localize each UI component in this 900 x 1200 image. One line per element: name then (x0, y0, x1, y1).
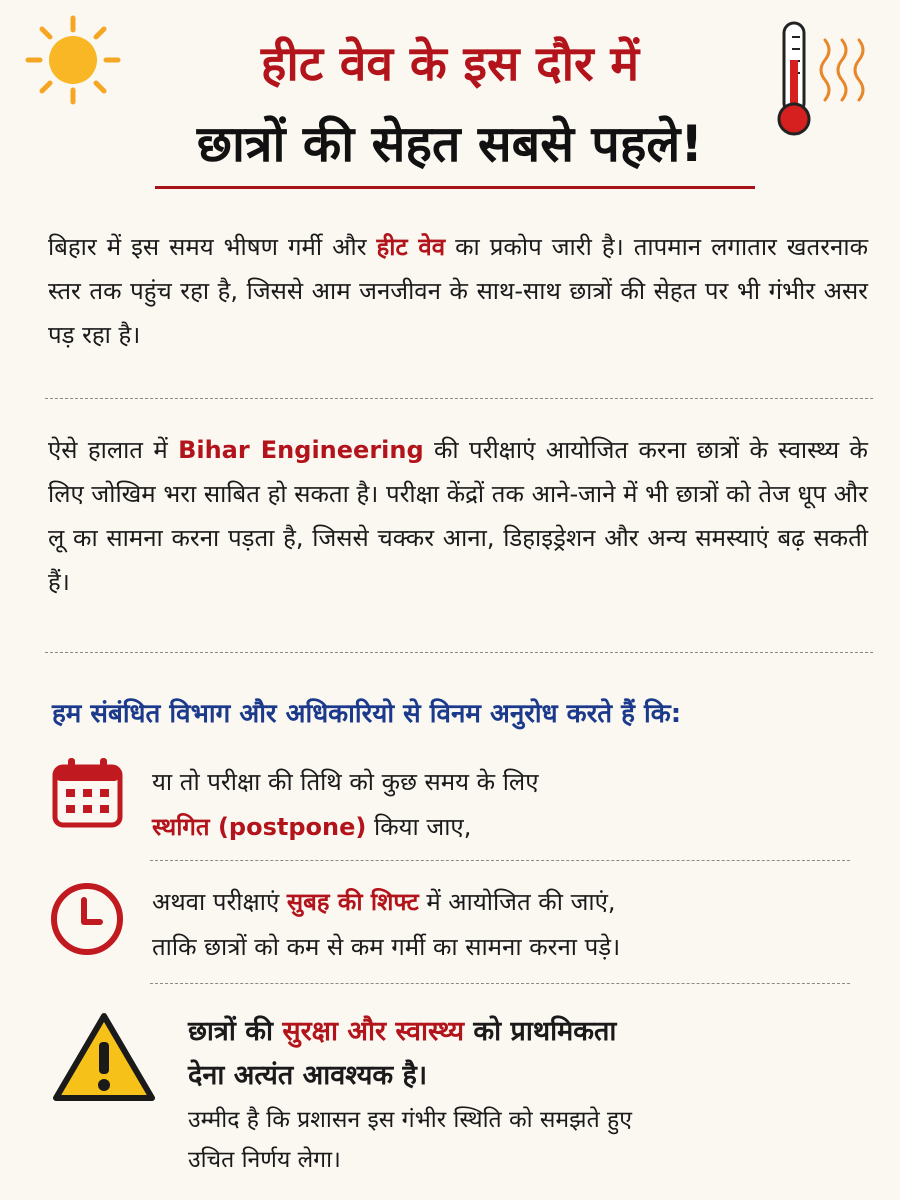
title-line-1: हीट वेव के इस दौर में (260, 36, 640, 92)
item1-highlight: स्थगित (postpone) (152, 813, 367, 841)
divider (150, 860, 850, 861)
paragraph-heatwave (48, 225, 868, 357)
item2-pre: अथवा परीक्षाएं (152, 888, 287, 916)
final-note2: उचित निर्णय लेगा। (188, 1147, 341, 1173)
para1-highlight: हीट वेव (376, 233, 446, 261)
sun-icon (8, 10, 138, 110)
title-line-2: छात्रों की सेहत सबसे पहले! (196, 115, 704, 173)
thermometer-icon (770, 15, 880, 145)
request-item-postpone (152, 760, 872, 850)
divider (45, 652, 873, 653)
item1-line1: या तो परीक्षा की तिथि को कुछ समय के लिए (152, 768, 539, 796)
para1-text-pre: बिहार में इस समय भीषण गर्मी और (48, 233, 377, 261)
final-pre: छात्रों की (188, 1016, 283, 1047)
para2-text-pre: ऐसे हालात में (48, 436, 179, 464)
request-item-morning-shift (152, 880, 872, 970)
item2-highlight: सुबह की शिफ्ट (286, 888, 419, 916)
calendar-icon (50, 755, 125, 830)
item2-line2: ताकि छात्रों को कम से कम गर्मी का सामना करना पड़े। (152, 933, 621, 961)
warning-icon (52, 1010, 157, 1105)
final-message (188, 1010, 868, 1180)
final-line2: देना अत्यंत आवश्यक है। (188, 1060, 428, 1091)
item2-post: में आयोजित की जाएं, (418, 888, 616, 916)
divider (150, 983, 850, 984)
final-note1: उम्मीद है कि प्रशासन इस गंभीर स्थिति को समझते हुए (188, 1107, 632, 1133)
item1-post: किया जाए, (366, 813, 472, 841)
para2-text-post: की परीक्षाएं आयोजित करना छात्रों के स्वास्थ्य के लिए जोखिम भरा साबित हो सकता है। परीक्षा केंद्रों तक आने-जाने में भी छात्रों को तेज धूप और लू का सामना करना पड़ता है, जिससे चक्कर आना, डिहाइड्रेशन और अन्य समस्याएं बढ़ सकती हैं। (48, 436, 868, 596)
request-heading: हम संबंधित विभाग और अधिकारियो से विनम अनुरोध करते हैं कि: (52, 699, 682, 729)
item2-line1 (152, 880, 872, 925)
clock-icon (48, 880, 126, 958)
para2-highlight: Bihar Engineering (178, 436, 424, 464)
final-line1 (188, 1010, 868, 1054)
item1-line2 (152, 805, 872, 850)
title-underline (155, 186, 755, 189)
paragraph-exam (48, 428, 868, 604)
divider (45, 398, 873, 399)
final-post: को प्राथमिकता (464, 1016, 617, 1047)
para1-text-post: का प्रकोप जारी है। तापमान लगातार खतरनाक स्तर तक पहुंच रहा है, जिससे आम जनजीवन के साथ-साथ छात्रों की सेहत पर भी गंभीर असर पड़ रहा है। (48, 233, 868, 349)
final-highlight: सुरक्षा और स्वास्थ्य (282, 1016, 465, 1047)
